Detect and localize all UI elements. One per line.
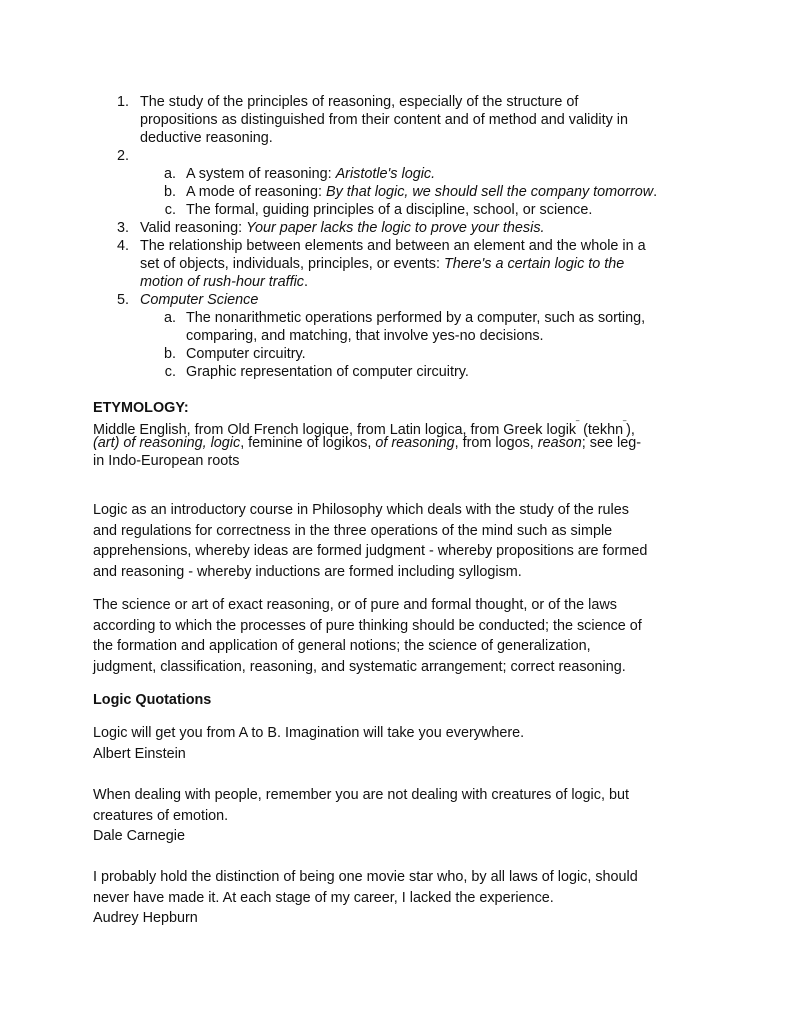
definition-text: The relationship between elements and between an element and the whole in a [140, 238, 646, 254]
definition-text: set of objects, individuals, principles, or events: There's a certain logic to the [140, 256, 625, 272]
quotations-heading: Logic Quotations [93, 692, 212, 708]
list-number: 5. [116, 292, 129, 308]
definition-text: Computer circuitry. [186, 346, 306, 362]
definition-text: A system of reasoning: Aristotle's logic. [186, 166, 436, 182]
definition-text: The formal, guiding principles of a discipline, school, or science. [186, 202, 593, 218]
etymology-text: (art) of reasoning, logic, feminine of logikos, of reasoning, from logos, reason; see leg- [93, 435, 641, 451]
etymology-text: Middle English, from Old French logique, from Latin logica, from Greek logik‾ (tekhn‾), [93, 420, 635, 438]
definition-text: The study of the principles of reasoning, especially of the structure of [140, 94, 579, 110]
usage-example: motion of rush-hour traffic [140, 274, 304, 290]
sublist-letter: b. [163, 184, 176, 200]
definition-text: The nonarithmetic operations performed by a computer, such as sorting, [186, 310, 646, 326]
sublist-letter: b. [163, 346, 176, 362]
quote-text: When dealing with people, remember you are not dealing with creatures of logic, but [93, 787, 629, 803]
etymology-text: in Indo-European roots [93, 453, 240, 469]
usage-example: Your paper lacks the logic to prove your thesis. [246, 220, 545, 236]
quote-block [93, 785, 713, 847]
definition-paragraph: The science or art of exact reasoning, or of pure and formal thought, or of the laws according to which the processes of pure thinking should be conducted; the science of the formation and application of general notions; the science of generalization, judgment, classification, reasoning, and systematic arrangement; correct reasoning. [93, 597, 642, 675]
quote-text: Logic will get you from A to B. Imagination will take you everywhere. [93, 725, 525, 741]
definition-text: A mode of reasoning: By that logic, we should sell the company tomorrow. [186, 184, 658, 200]
sublist-letter: a. [163, 310, 176, 326]
list-number: 4. [116, 238, 129, 254]
sublist-letter: c. [164, 202, 176, 218]
list-number: 2. [116, 148, 129, 164]
quote-block [93, 867, 713, 929]
usage-example: By that logic, we should sell the company tomorrow [326, 184, 654, 200]
quote-author: Audrey Hepburn [93, 910, 198, 926]
list-number: 3. [116, 220, 129, 236]
quote-author: Dale Carnegie [93, 828, 185, 844]
definition-text: Valid reasoning: Your paper lacks the logic to prove your thesis. [140, 220, 545, 236]
sublist-letter: c. [164, 364, 176, 380]
definition-text: propositions as distinguished from their content and of method and validity in [140, 112, 628, 128]
quote-block [93, 723, 713, 764]
subject-label: Computer Science [140, 292, 259, 308]
etymology-heading: ETYMOLOGY: [93, 400, 189, 416]
sublist-letter: a. [163, 166, 176, 182]
list-number: 1. [116, 94, 129, 110]
definition-text: motion of rush-hour traffic. [140, 274, 308, 290]
usage-example: Aristotle's logic. [335, 166, 436, 182]
quote-author: Albert Einstein [93, 745, 186, 762]
intro-paragraph: Logic as an introductory course in Philosophy which deals with the study of the rules and regulations for correctness in the three operations of the mind such as simple apprehensions, whereby ideas are formed judgment - whereby propositions are formed and reasoning - whereby inductions are formed including syllogism. [93, 502, 648, 580]
quote-text: never have made it. At each stage of my career, I lacked the experience. [93, 889, 554, 906]
quote-text: creatures of emotion. [93, 807, 229, 824]
definition-text: Graphic representation of computer circuitry. [186, 364, 469, 380]
definition-text: comparing, and matching, that involve yes-no decisions. [186, 328, 544, 344]
quote-text: I probably hold the distinction of being one movie star who, by all laws of logic, should [93, 869, 638, 885]
usage-example: There's a certain logic to the [443, 256, 625, 272]
definition-text: deductive reasoning. [140, 130, 273, 146]
